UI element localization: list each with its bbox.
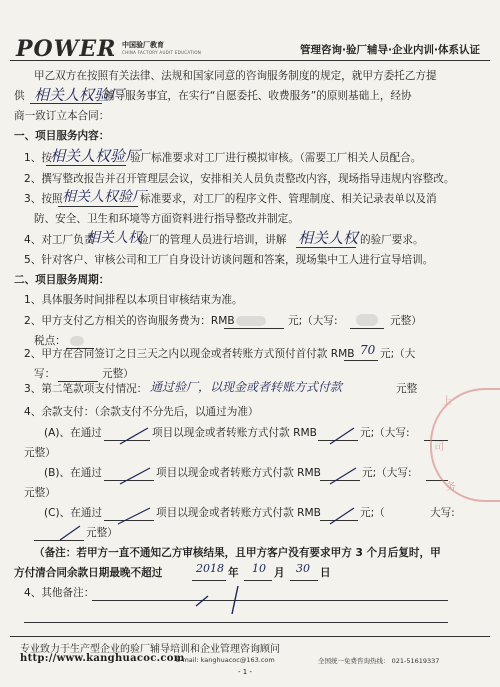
option-a-upper: 元;（大写:: [360, 427, 410, 439]
footer-email: E-mail: kanghuacoc@163.com: [176, 656, 275, 664]
intro-line-3: 商一致订立本合同：: [14, 110, 110, 122]
seal-char: 上: [442, 396, 452, 407]
item-1-4-mid: 验厂的管理人员进行培训，讲解: [138, 234, 287, 246]
item-1-4-end: 的验厂要求。: [360, 234, 424, 246]
header-slogan: 管理咨询·验厂辅导·企业内训·体系认证: [300, 44, 480, 56]
option-c-upper-open: 元;（: [360, 507, 385, 519]
other-remarks-label: 4、其他备注：: [24, 587, 95, 599]
item-1-1-end: 验厂标准要求对工厂进行模拟审核。（需要工厂相关人员配合。: [130, 152, 422, 164]
item-1-1-start: 1、按: [24, 152, 52, 164]
note-year-label: 年: [228, 567, 239, 579]
handwritten-standard-2: 相关人权验厂: [50, 147, 141, 165]
handwritten-year: 2018: [196, 562, 224, 575]
option-b-end: 元整）: [24, 487, 56, 499]
prepay-line-start: 2、甲方在合同签订之日三天之内以现金或者转账方式预付首付款 RMB: [24, 348, 355, 360]
intro-line-1: 甲乙双方在按照有关法律、法规和国家同意的咨询服务制度的规定，就甲方委托乙方提: [34, 70, 437, 82]
footer-tagline: 专业致力于生产型企业的验厂辅导培训和企业管理咨询顾问: [20, 644, 280, 655]
option-a-mid: 项目以现金或者转账方式付款 RMB: [152, 427, 317, 439]
tax-label: 税点：: [34, 335, 66, 347]
option-c-end: 元整）: [86, 527, 118, 539]
note-day-label: 日: [320, 567, 331, 579]
logo-english-text: CHINA FACTORY AUDIT EDUCATION: [122, 50, 202, 55]
pen-stroke: [120, 468, 150, 484]
handwritten-second-payment: 通过验厂，以现金或者转账方式付款: [150, 380, 343, 394]
item-1-4-start: 4、对工厂负责: [24, 234, 95, 246]
pen-stroke: [196, 596, 208, 606]
pen-stroke: [232, 586, 238, 614]
handwritten-standard-1: 相关人权验厂: [34, 86, 125, 104]
pen-stroke: [120, 428, 148, 444]
second-payment-label: 3、第二笔款项支付情况：: [24, 383, 148, 395]
footer-divider: [10, 636, 490, 637]
handwritten-day: 30: [296, 562, 310, 575]
fee-line-end: 元整）: [390, 315, 422, 327]
seal-char: 司: [434, 442, 444, 453]
note-line-2-start: 方付清合同余款日期最晚不超过: [14, 567, 163, 579]
footer-hotline: 全国统一免费咨询热线： 021-51619337: [318, 657, 440, 665]
section-2-title: 二、项目服务周期：: [14, 274, 110, 286]
pen-stroke: [330, 468, 356, 484]
option-a-start: (A)、在通过: [44, 427, 102, 439]
section-1-title: 一、项目服务内容：: [14, 130, 110, 142]
intro-line-2-end: 辅导服务事宜，在实行“自愿委托、收费服务”的原则基础上，经协: [104, 90, 412, 102]
item-1-3-start: 3、按照: [24, 193, 63, 205]
handwritten-month: 10: [252, 562, 266, 575]
page-number: - 1 -: [238, 668, 252, 676]
pen-stroke: [330, 508, 354, 524]
item-1-5: 5、针对客户、审核公司和工厂自身设计访谈问题和答案，现场集中工人进行宣导培训。: [24, 254, 434, 266]
option-b-start: (B)、在通过: [44, 467, 102, 479]
item-1-2: 2、撰写整改报告并召开管理层会议，安排相关人员负责整改内容，现场指导违规内容整改。: [24, 173, 455, 185]
item-1-3-cont: 防、安全、卫生和环境等方面资料进行指导整改并制定。: [34, 213, 299, 225]
prepay-line-mid: 元;（大: [380, 348, 416, 360]
fee-line-start: 2、甲方支付乙方相关的咨询服务费为：RMB: [24, 315, 235, 327]
pen-stroke: [330, 428, 354, 444]
option-c-start: (C)、在通过: [44, 507, 103, 519]
handwritten-standard-5: 相关人权: [298, 229, 359, 247]
note-line-1: （备注：若甲方一直不通知乙方审核结果，且甲方客户没有要求甲方 3 个月后复时，甲: [34, 547, 441, 559]
intro-line-2-start: 供: [14, 90, 25, 102]
handwritten-standard-3: 相关人权验厂: [62, 189, 146, 205]
prepay-line-end: 元整）: [102, 368, 134, 380]
option-b-mid: 项目以现金或者转账方式付款 RMB: [156, 467, 321, 479]
option-b-upper: 元;（大写:: [362, 467, 412, 479]
handwritten-standard-4: 相关人权: [86, 230, 142, 246]
fee-line-mid: 元;（大写:: [288, 315, 338, 327]
company-logo: POWER: [16, 36, 117, 62]
prepay-uppercase-label: 写：: [34, 368, 56, 380]
pen-stroke: [60, 526, 80, 540]
seal-char: 务: [446, 482, 456, 493]
item-2-1: 1、具体服务时间排程以本项目审核结束为准。: [24, 294, 243, 306]
logo-chinese-text: 中国验厂教育: [122, 41, 164, 49]
footer-website[interactable]: http://www.kanghuacoc.com: [20, 653, 185, 664]
pen-stroke: [118, 508, 150, 524]
second-payment-end: 元整: [396, 383, 418, 395]
handwritten-prepay-amount: 70: [360, 343, 376, 357]
item-1-3-end: 标准要求，对工厂的程序文件、管理制度、相关记录表单以及消: [140, 193, 437, 205]
option-c-mid: 项目以现金或者转账方式付款 RMB: [156, 507, 321, 519]
balance-payment-label: 4、余款支付：（余款支付不分先后，以通过为准）: [24, 406, 259, 418]
option-a-end: 元整）: [24, 447, 56, 459]
option-c-upper: 大写:: [430, 507, 455, 519]
note-month-label: 月: [274, 567, 285, 579]
